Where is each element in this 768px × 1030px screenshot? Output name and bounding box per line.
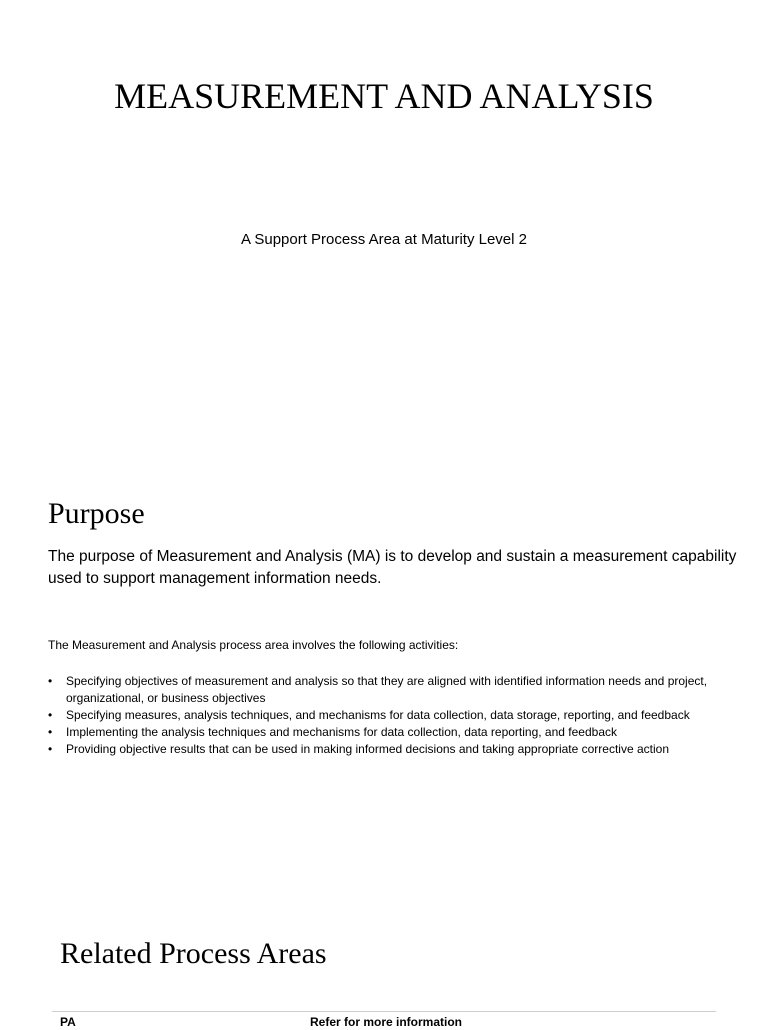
activities-intro: The Measurement and Analysis process area involves the following activities: bbox=[48, 638, 459, 652]
related-heading: Related Process Areas bbox=[60, 937, 327, 970]
table-header-pa: PA bbox=[60, 1015, 76, 1029]
list-item bbox=[48, 724, 738, 741]
list-item bbox=[48, 741, 738, 758]
list-item-text: Implementing the analysis techniques and mechanisms for data collection, data reporting, and feedback bbox=[66, 725, 617, 739]
list-item bbox=[48, 707, 738, 724]
table-header-refer: Refer for more information bbox=[310, 1015, 463, 1029]
bullet-icon: • bbox=[48, 742, 53, 756]
bullet-icon: • bbox=[48, 708, 53, 722]
activity-list bbox=[48, 673, 738, 758]
bullet-icon: • bbox=[48, 725, 53, 739]
bullet-icon: • bbox=[48, 674, 53, 688]
table-divider bbox=[52, 1011, 716, 1012]
list-item-text: Specifying measures, analysis techniques, and mechanisms for data collection, data storage, reporting, and feedback bbox=[66, 708, 690, 722]
subtitle: A Support Process Area at Maturity Level 2 bbox=[241, 231, 527, 248]
page-title: MEASUREMENT AND ANALYSIS bbox=[114, 76, 654, 116]
list-item bbox=[48, 673, 738, 707]
list-item-text: Specifying objectives of measurement and analysis so that they are aligned with identified information needs and project, organizational, or business objectives bbox=[66, 674, 708, 705]
purpose-heading: Purpose bbox=[48, 497, 145, 530]
purpose-text: The purpose of Measurement and Analysis (MA) is to develop and sustain a measurement capability used to support management information needs. bbox=[48, 548, 737, 587]
list-item-text: Providing objective results that can be used in making informed decisions and taking appropriate corrective action bbox=[66, 742, 669, 756]
